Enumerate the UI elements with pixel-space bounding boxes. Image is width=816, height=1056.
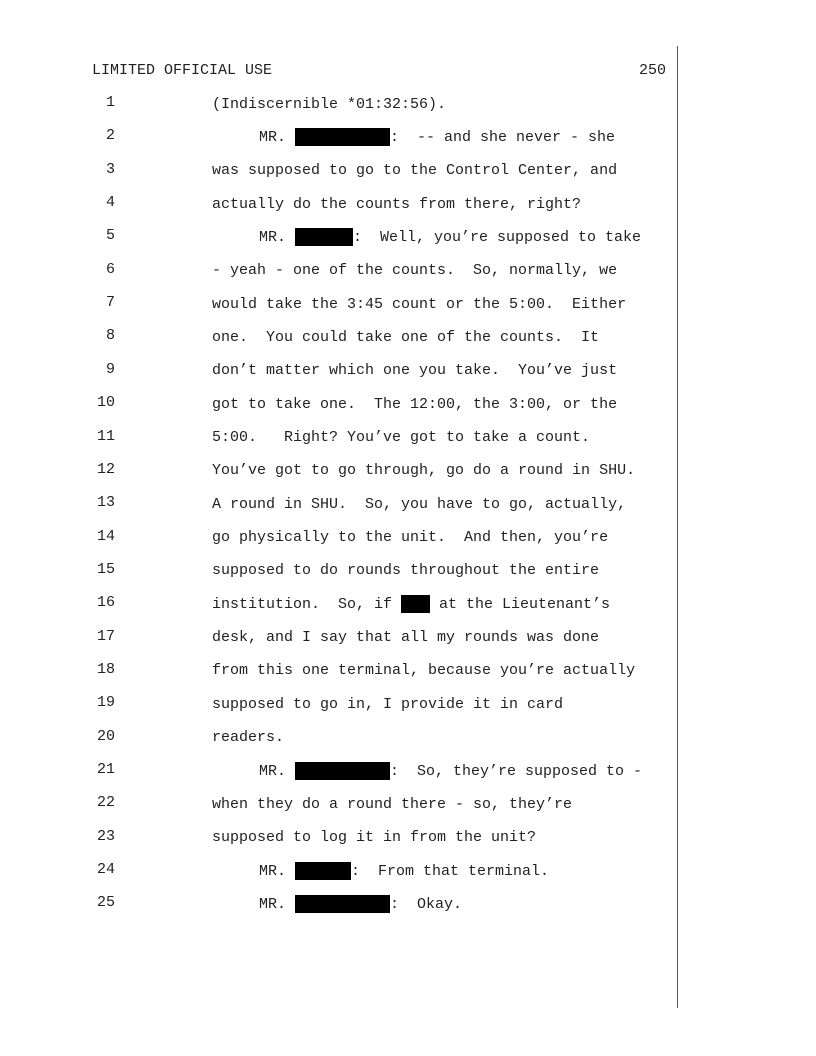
line-text-segment: supposed to log it in from the unit? [212,829,537,847]
line-text [212,428,590,448]
line-number: 11 [96,427,115,445]
transcript-line [0,294,680,314]
line-text-segment: from this one terminal, because you’re actually [212,662,636,680]
line-text-segment: (Indiscernible *01:32:56). [212,95,447,113]
transcript-line [0,428,680,448]
line-text [212,728,284,748]
line-text [212,561,599,581]
line-text [212,327,599,347]
line-text [212,94,446,114]
line-text [212,261,617,281]
redaction-block [295,862,351,880]
transcript-line [0,327,680,347]
transcript-line [0,528,680,548]
line-text [259,127,615,147]
line-text-segment: : So, they’re supposed to - [390,762,643,780]
line-text-segment: A round in SHU. So, you have to go, actually, [212,495,627,513]
line-text [212,361,617,381]
transcript-line [0,394,680,414]
line-text-segment: supposed to go in, I provide it in card [212,695,564,713]
line-number: 24 [96,861,115,879]
line-text [212,661,635,681]
line-text-segment: - yeah - one of the counts. So, normally, we [212,262,618,280]
line-number: 13 [96,494,115,512]
document-header-label: LIMITED OFFICIAL USE [92,62,273,79]
line-text [212,394,617,414]
line-number: 6 [105,260,115,278]
transcript-line [0,227,680,247]
line-text-segment: institution. So, if [212,595,402,613]
line-text-segment: one. You could take one of the counts. It [212,328,600,346]
transcript-line [0,728,680,748]
transcript-line [0,494,680,514]
line-number: 15 [96,560,115,578]
line-text-segment: You’ve got to go through, go do a round in SHU. [212,462,636,480]
transcript-line [0,628,680,648]
line-text [212,628,599,648]
transcript-line [0,94,680,114]
line-number: 22 [96,794,115,812]
line-text [259,861,549,881]
transcript-line [0,594,680,614]
page-number: 250 [638,62,666,79]
line-number: 3 [105,160,115,178]
line-text-segment: : -- and she never - she [390,128,616,146]
transcript-line [0,461,680,481]
line-text [212,461,635,481]
line-text-segment: : Well, you’re supposed to take [353,228,642,246]
line-text [212,694,563,714]
line-text-segment: was supposed to go to the Control Center, and [212,162,618,180]
line-text-segment: when they do a round there - so, they’re [212,795,573,813]
line-text-segment: MR. [259,862,296,880]
transcript-line [0,127,680,147]
line-text-segment: MR. [259,128,296,146]
line-text-segment: : Okay. [390,895,463,913]
line-text [212,161,617,181]
transcript-line [0,361,680,381]
line-number: 8 [105,327,115,345]
transcript-line [0,761,680,781]
transcript-line [0,894,680,914]
redaction-block [295,762,390,780]
line-text [212,494,626,514]
line-number: 25 [96,894,115,912]
line-text [212,294,626,314]
line-number: 17 [96,627,115,645]
transcript-line [0,861,680,881]
line-number: 4 [105,194,115,212]
line-number: 16 [96,594,115,612]
line-text-segment: got to take one. The 12:00, the 3:00, or the [212,395,618,413]
line-number: 19 [96,694,115,712]
line-number: 2 [105,127,115,145]
line-text-segment: don’t matter which one you take. You’ve just [212,362,618,380]
transcript-line [0,661,680,681]
line-text [212,794,572,814]
line-text [212,528,608,548]
line-number: 12 [96,460,115,478]
line-number: 7 [105,294,115,312]
line-number: 1 [105,94,115,111]
redaction-block [295,228,353,246]
redaction-block [401,595,430,613]
line-text-segment: MR. [259,895,296,913]
line-text-segment: go physically to the unit. And then, you’re [212,529,609,547]
transcript-line [0,161,680,181]
line-text-segment: readers. [212,729,285,747]
transcript-line [0,561,680,581]
line-number: 9 [105,360,115,378]
line-number: 18 [96,660,115,678]
line-text-segment: : From that terminal. [351,862,550,880]
transcript-line [0,694,680,714]
line-text-segment: would take the 3:45 count or the 5:00. Either [212,295,627,313]
line-number: 21 [96,761,115,778]
redaction-block [295,128,390,146]
line-text-segment: at the Lieutenant’s [430,595,611,613]
line-text-segment: supposed to do rounds throughout the entire [212,562,600,580]
line-text [259,894,462,914]
line-text [212,828,536,848]
line-text-segment: actually do the counts from there, right? [212,195,582,213]
line-number: 14 [96,527,115,545]
line-text-segment: 5:00. Right? You’ve got to take a count. [212,429,591,446]
line-text-segment: MR. [259,762,296,780]
line-number: 10 [96,394,115,412]
transcript-line [0,828,680,848]
line-text [259,227,641,247]
line-number: 20 [96,727,115,745]
line-text-segment: MR. [259,228,296,246]
transcript-line [0,261,680,281]
line-number: 23 [96,827,115,845]
line-number: 5 [105,227,115,245]
line-text [212,594,610,614]
line-text-segment: desk, and I say that all my rounds was done [212,629,600,647]
line-text [212,194,581,214]
redaction-block [295,895,390,913]
line-text [259,761,642,781]
transcript-line [0,194,680,214]
transcript-line [0,794,680,814]
